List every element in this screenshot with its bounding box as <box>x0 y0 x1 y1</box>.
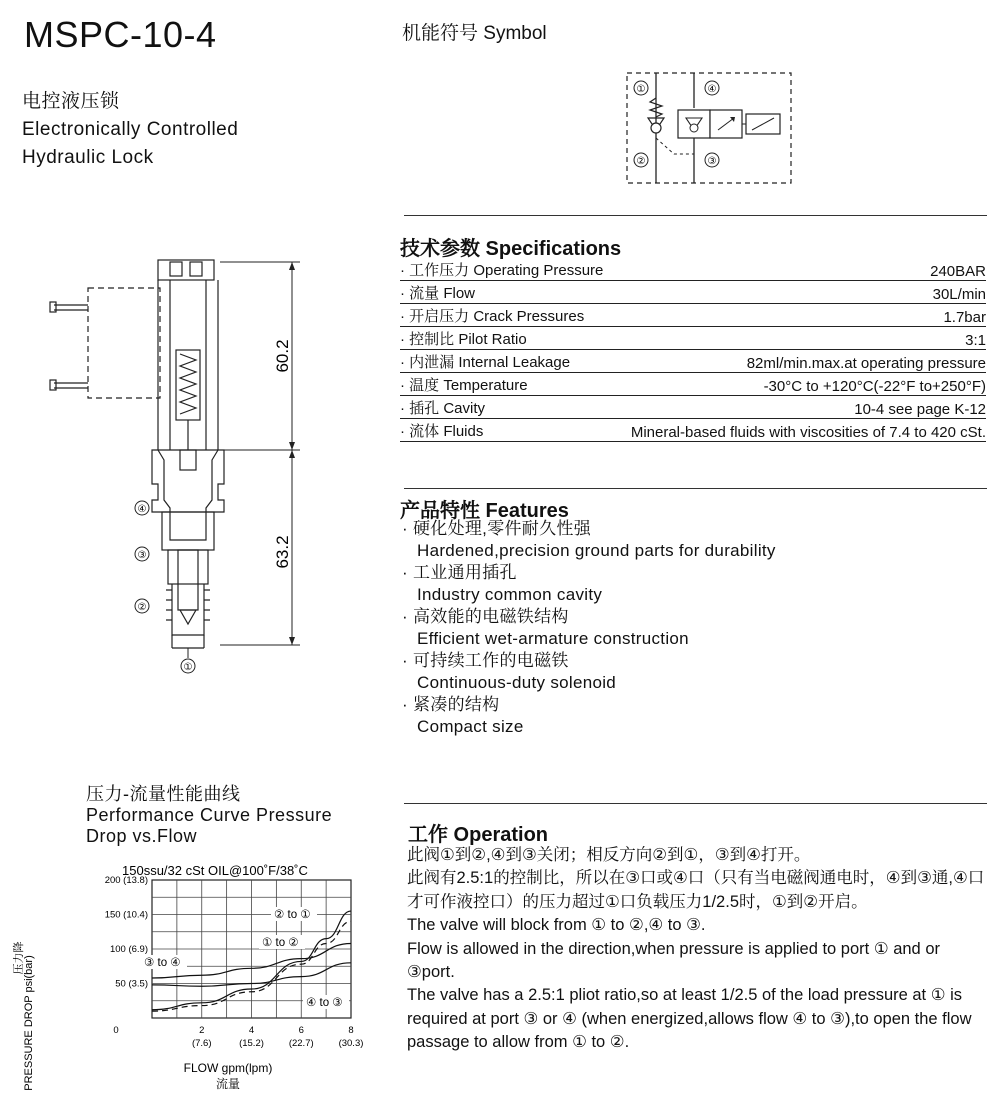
y-tick-label: 100 (6.9) <box>109 944 148 955</box>
operation-paragraph: The valve will block from ① to ②,④ to ③. <box>407 916 706 935</box>
x-tick-label: 0 <box>113 1025 119 1036</box>
spec-row <box>400 419 986 442</box>
features-title: 产品特性 Features <box>400 500 569 522</box>
feature-en: Continuous-duty solenoid <box>417 673 617 692</box>
spec-label: · 内泄漏 Internal Leakage <box>400 354 571 371</box>
feature-en: Compact size <box>417 717 524 736</box>
series-annotation: ③ to ④ <box>144 957 181 969</box>
spec-label: · 流量 Flow <box>400 285 476 302</box>
divider <box>404 215 987 216</box>
dim-upper: 60.2 <box>273 339 292 373</box>
product-name-en-2: Hydraulic Lock <box>22 147 154 168</box>
x-tick-label: 8 <box>348 1025 354 1036</box>
symbol-title: 机能符号 Symbol <box>402 23 547 44</box>
x-tick-label: 2 <box>199 1025 205 1036</box>
symbol-port-4: ④ <box>707 84 717 95</box>
spec-label: · 流体 Fluids <box>400 423 484 440</box>
drawing-port-4: ④ <box>137 504 147 515</box>
spec-value: 1.7bar <box>943 309 986 326</box>
feature-en: Efficient wet-armature construction <box>417 629 689 648</box>
chart-title: 150ssu/32 cSt OIL@100˚F/38˚C <box>122 863 308 878</box>
x-tick-sublabel: (22.7) <box>288 1038 314 1049</box>
feature-en: Industry common cavity <box>417 585 603 604</box>
x-tick-sublabel: (30.3) <box>338 1038 364 1049</box>
pressure-flow-chart <box>13 858 380 1093</box>
series-annotation: ② to ① <box>274 909 311 921</box>
symbol-port-2: ② <box>636 156 646 167</box>
spec-value: 82ml/min.max.at operating pressure <box>746 355 986 372</box>
y-axis-label: PRESSURE DROP psi(bar) <box>23 955 35 1091</box>
feature-en: Hardened,precision ground parts for durability <box>417 541 776 560</box>
spec-label: · 插孔 Cavity <box>400 400 486 417</box>
spec-row <box>400 396 986 419</box>
series-annotation: ④ to ③ <box>306 997 343 1009</box>
symbol-port-1: ① <box>636 84 646 95</box>
performance-title-en-2: Drop vs.Flow <box>86 826 198 846</box>
performance-title-zh: 压力-流量性能曲线 <box>86 784 241 804</box>
spec-label: · 温度 Temperature <box>400 377 528 394</box>
x-axis-label-zh: 流量 <box>215 1077 241 1091</box>
y-tick-label: 200 (13.8) <box>104 875 148 886</box>
spec-value: -30°C to +120°C(-22°F to+250°F) <box>763 378 986 395</box>
hydraulic-symbol <box>626 72 792 184</box>
drawing-port-1: ① <box>183 662 193 673</box>
product-name <box>22 88 238 172</box>
spec-row <box>400 304 986 327</box>
performance-title <box>86 784 332 847</box>
spec-label: · 开启压力 Crack Pressures <box>400 308 585 325</box>
divider <box>404 803 987 804</box>
operation-paragraph: The valve has a 2.5:1 pliot ratio,so at least 1/2.5 of the load pressure at ① is required at port ③ or ④ (when energized,allows flow ④ to ③),to open the flow passage to allow from ① to ②. <box>407 986 972 1052</box>
y-tick-label: 150 (10.4) <box>104 909 148 921</box>
model-number: MSPC-10-4 <box>24 14 217 55</box>
operation-title: 工作 Operation <box>408 824 549 846</box>
y-axis-label-zh: 压力降 <box>13 941 25 975</box>
x-axis-label: FLOW gpm(lpm) <box>183 1061 273 1075</box>
product-name-zh: 电控液压锁 <box>22 91 120 112</box>
operation-paragraph: Flow is allowed in the direction,when pressure is applied to port ① and or ③port. <box>407 939 940 982</box>
feature-zh: · 紧凑的结构 <box>402 695 500 714</box>
spec-row <box>400 373 986 396</box>
operation-paragraph: 此阀①到②,④到③关闭；相反方向②到①，③到④打开。 <box>407 846 811 864</box>
spec-label: · 工作压力 Operating Pressure <box>400 262 604 279</box>
spec-value: 3:1 <box>965 332 986 349</box>
operation-paragraph: 此阀有2.5:1的控制比，所以在③口或④口（只有当电磁阀通电时，④到③通,④口才可作液控口）的压力超过①口负载压力1/2.5时，①到②开启。 <box>407 869 985 911</box>
operation-text <box>407 844 992 1055</box>
features-list <box>402 518 776 738</box>
dim-lower: 63.2 <box>273 535 292 569</box>
feature-zh: · 硬化处理,零件耐久性强 <box>402 519 592 538</box>
x-tick-sublabel: (15.2) <box>239 1038 264 1049</box>
spec-row <box>400 350 986 373</box>
drawing-port-3: ③ <box>137 550 147 561</box>
spec-row <box>400 281 986 304</box>
spec-row <box>400 258 986 281</box>
product-name-en-1: Electronically Controlled <box>22 119 239 140</box>
series-annotation: ① to ② <box>262 937 299 949</box>
drawing-port-2: ② <box>137 602 147 613</box>
spec-label: · 控制比 Pilot Ratio <box>400 331 527 348</box>
x-tick-label: 4 <box>248 1025 255 1036</box>
feature-zh: · 可持续工作的电磁铁 <box>402 651 569 670</box>
divider <box>404 488 987 489</box>
spec-value: 30L/min <box>932 286 986 303</box>
performance-title-en-1: Performance Curve Pressure <box>86 805 333 825</box>
x-tick-sublabel: (7.6) <box>191 1038 212 1049</box>
feature-zh: · 工业通用插孔 <box>402 563 517 582</box>
feature-zh: · 高效能的电磁铁结构 <box>402 607 569 626</box>
spec-value: 10-4 see page K-12 <box>854 401 986 418</box>
valve-cross-section-drawing <box>40 250 310 680</box>
spec-value: Mineral-based fluids with viscosities of 7.4 to 420 cSt. <box>630 424 986 441</box>
spec-row <box>400 327 986 350</box>
specs-title: 技术参数 Specifications <box>400 238 622 260</box>
x-tick-label: 6 <box>298 1025 304 1036</box>
spec-value: 240BAR <box>930 263 986 280</box>
y-tick-label: 50 (3.5) <box>115 978 148 990</box>
symbol-port-3: ③ <box>707 156 717 167</box>
